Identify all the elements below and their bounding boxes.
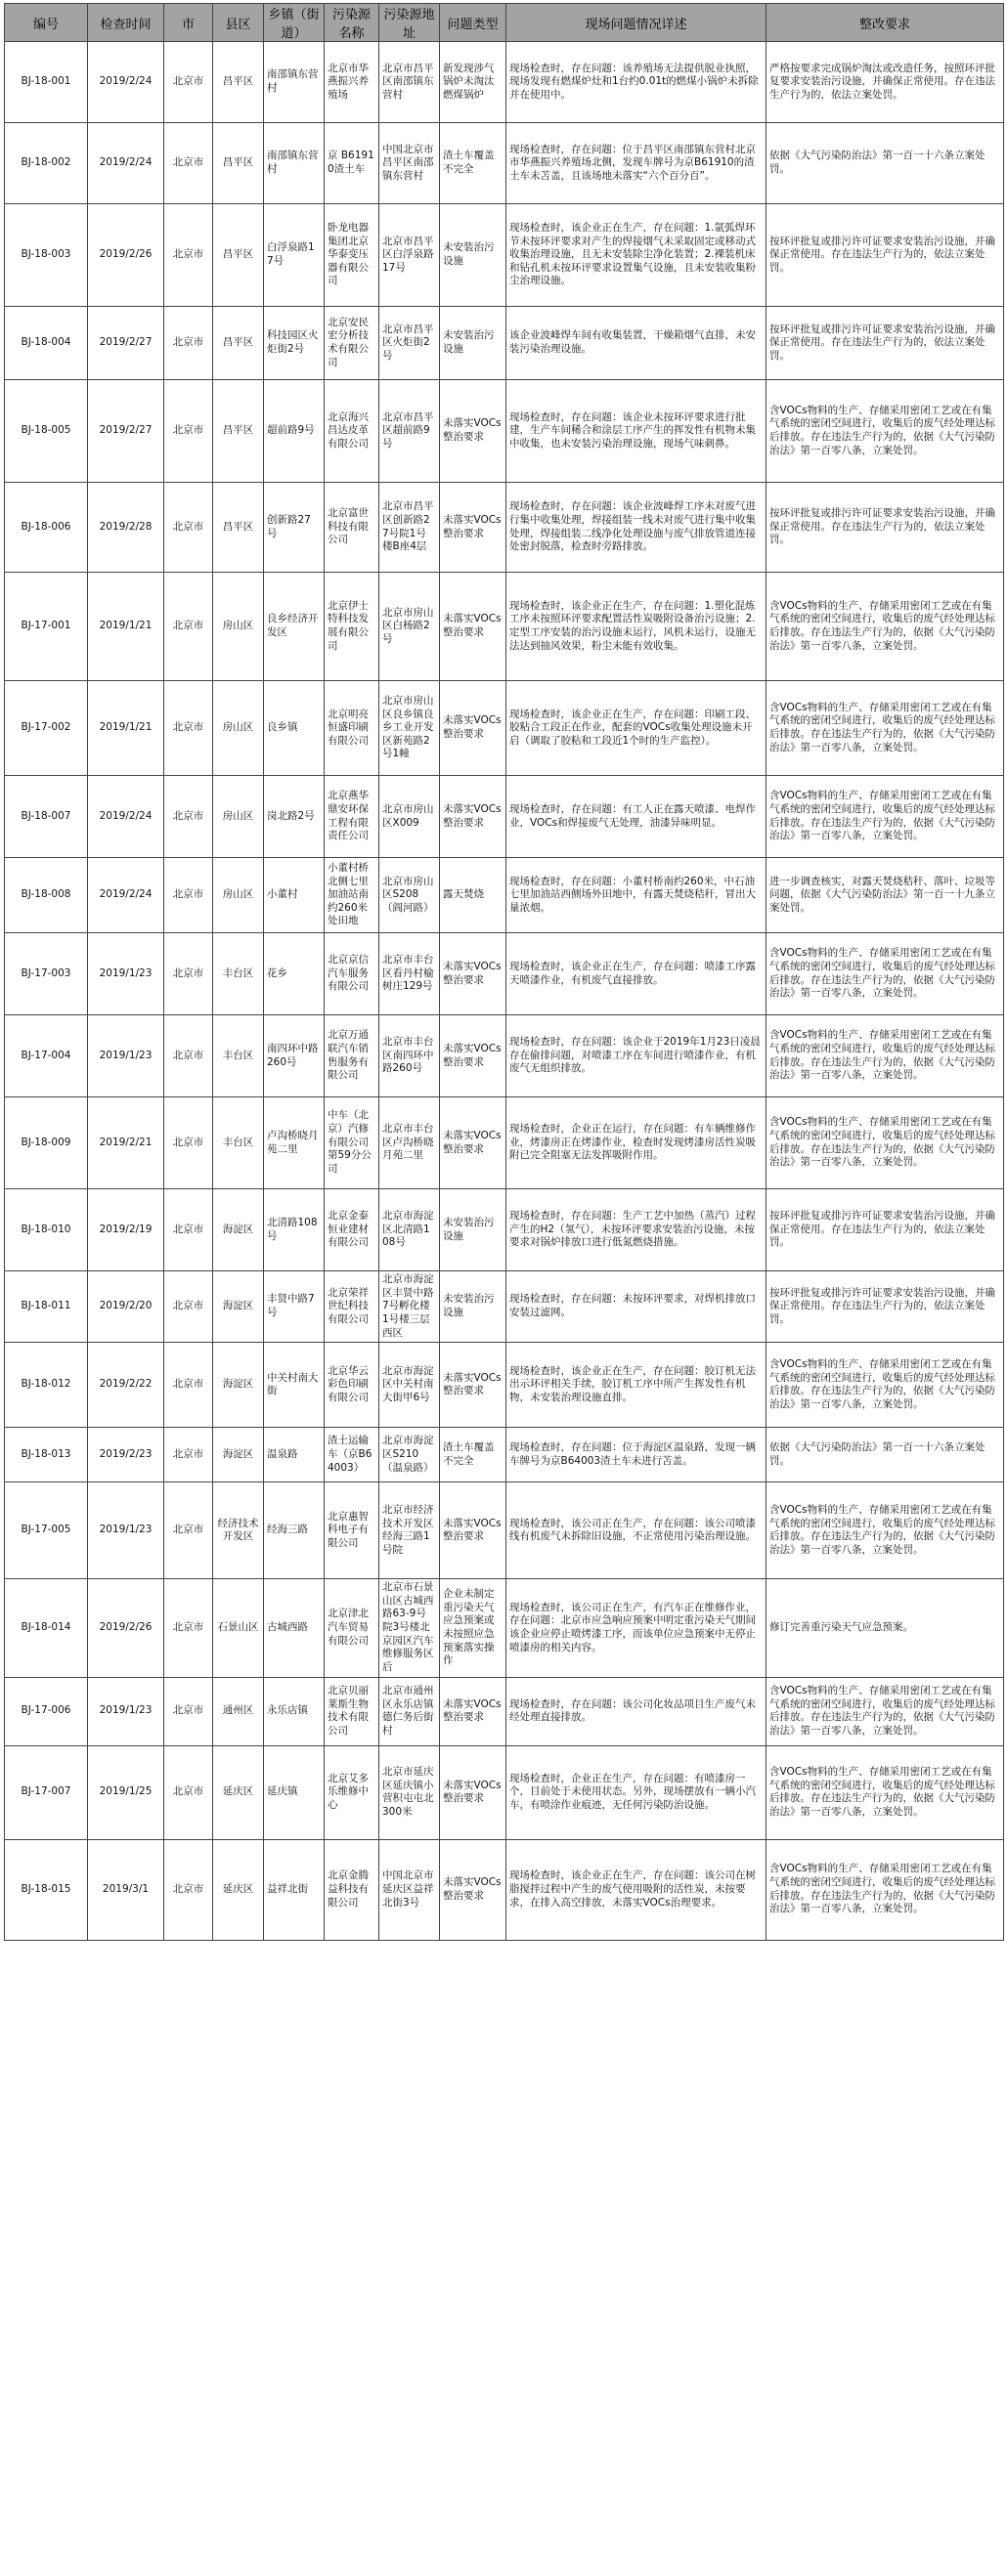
row-city: 北京市 <box>164 1015 213 1097</box>
row-address: 北京市房山区X009 <box>379 776 440 858</box>
row-date: 2019/2/26 <box>88 204 164 307</box>
row-date: 2019/2/22 <box>88 1343 164 1428</box>
row-date: 2019/1/23 <box>88 1482 164 1579</box>
row-source: 北京富世科技有限公司 <box>325 483 379 573</box>
table-row <box>5 681 1004 776</box>
row-address: 中国北京市延庆区益祥北街3号 <box>379 1839 440 1940</box>
row-detail: 现场检查时，企业正在生产，存在问题：有喷漆房一个，目前处于未使用状态。另外，现场摆放有一辆小汽车，有喷涂作业痕迹，无任何污染防治设施。 <box>506 1745 766 1839</box>
row-type: 未安装治污设施 <box>440 307 506 380</box>
row-type: 未落实VOCs整治要求 <box>440 1097 506 1189</box>
row-id: BJ-18-003 <box>5 204 88 307</box>
row-date: 2019/2/24 <box>88 858 164 933</box>
row-requirement: 含VOCs物料的生产、存储采用密闭工艺或在有集气系统的密闭空间进行，收集后的废气经处理达标后排放。存在违法生产行为的，依据《大气污染防治法》第一百零八条，立案处罚。 <box>766 1482 1004 1579</box>
row-source: 北京京信汽车服务有限公司 <box>325 933 379 1015</box>
row-detail: 现场检查时，存在问题：有工人正在露天喷漆、电焊作业，VOCs和焊接废气无处理，油漆异味明显。 <box>506 776 766 858</box>
row-address: 北京市昌平区白浮泉路17号 <box>379 204 440 307</box>
row-city: 北京市 <box>164 380 213 483</box>
row-id: BJ-17-003 <box>5 933 88 1015</box>
row-date: 2019/2/21 <box>88 1097 164 1189</box>
row-town: 小董村 <box>264 858 325 933</box>
row-requirement: 依据《大气污染防治法》第一百一十六条立案处罚。 <box>766 1428 1004 1482</box>
row-date: 2019/3/1 <box>88 1839 164 1940</box>
table-row <box>5 1677 1004 1745</box>
row-source: 北京艾多乐维修中心 <box>325 1745 379 1839</box>
row-requirement: 含VOCs物料的生产、存储采用密闭工艺或在有集气系统的密闭空间进行，收集后的废气经处理达标后排放。存在违法生产行为的，依据《大气污染防治法》第一百零八条，立案处罚。 <box>766 1015 1004 1097</box>
table-row <box>5 204 1004 307</box>
row-city: 北京市 <box>164 1745 213 1839</box>
row-detail: 现场检查时，存在问题：未按环评要求，对焊机排放口安装过滤网。 <box>506 1271 766 1343</box>
row-source: 中车（北京）汽修有限公司第59分公司 <box>325 1097 379 1189</box>
row-town: 经海三路 <box>264 1482 325 1579</box>
row-source: 北京海兴昌达皮革有限公司 <box>325 380 379 483</box>
row-address: 北京市海淀区S210（温泉路） <box>379 1428 440 1482</box>
row-town: 古城西路 <box>264 1579 325 1677</box>
row-id: BJ-18-005 <box>5 380 88 483</box>
row-address: 北京市延庆区延庆镇小营积屯屯北300米 <box>379 1745 440 1839</box>
row-type: 未安装治污设施 <box>440 1271 506 1343</box>
row-town: 温泉路 <box>264 1428 325 1482</box>
row-city: 北京市 <box>164 1343 213 1428</box>
table-row <box>5 933 1004 1015</box>
row-city: 北京市 <box>164 1579 213 1677</box>
row-source: 北京金腾益科技有限公司 <box>325 1839 379 1940</box>
row-detail: 现场检查时，存在问题：该企业波峰焊工序未对废气进行集中收集处理，焊接组装一线未对废气进行集中收集处理，焊接组装二线净化处理设施与废气排放管道连接处密封脱落，检查时旁路排放。 <box>506 483 766 573</box>
row-requirement: 含VOCs物料的生产、存储采用密闭工艺或在有集气系统的密闭空间进行，收集后的废气经处理达标后排放。存在违法生产行为的，依据《大气污染防治法》第一百零八条，立案处罚。 <box>766 573 1004 681</box>
row-district: 昌平区 <box>213 307 264 380</box>
row-date: 2019/1/21 <box>88 573 164 681</box>
table-row <box>5 483 1004 573</box>
row-type: 未落实VOCs整治要求 <box>440 483 506 573</box>
row-source: 北京惠智科电子有限公司 <box>325 1482 379 1579</box>
row-town: 中关村南大街 <box>264 1343 325 1428</box>
row-address: 北京市房山区白杨路2号 <box>379 573 440 681</box>
row-detail: 现场检查时，该企业正在生产，存在问题：胶订机无法出示环评相关手续，胶订机工序中所产生挥发性有机物，未安装治理设施直排。 <box>506 1343 766 1428</box>
row-requirement: 按环评批复或排污许可证要求安装治污设施，并确保正常使用。存在违法生产行为的，依法立案处罚。 <box>766 1189 1004 1271</box>
column-header: 县区 <box>213 4 264 42</box>
row-id: BJ-18-008 <box>5 858 88 933</box>
row-detail: 该企业波峰焊车间有收集装置，干燥箱烟气直排，未安装污染治理设施。 <box>506 307 766 380</box>
table-row <box>5 1015 1004 1097</box>
row-id: BJ-17-005 <box>5 1482 88 1579</box>
row-address: 北京市昌平区创新路27号院1号楼B座4层 <box>379 483 440 573</box>
header-row <box>5 4 1004 42</box>
row-source: 北京燕华鼎安环保工程有限责任公司 <box>325 776 379 858</box>
row-source: 北京金泰恒业建材有限公司 <box>325 1189 379 1271</box>
row-city: 北京市 <box>164 681 213 776</box>
row-town: 延庆镇 <box>264 1745 325 1839</box>
row-district: 房山区 <box>213 573 264 681</box>
row-date: 2019/2/24 <box>88 42 164 123</box>
row-type: 未安装治污设施 <box>440 204 506 307</box>
row-date: 2019/2/28 <box>88 483 164 573</box>
row-type: 未落实VOCs整治要求 <box>440 573 506 681</box>
table-row <box>5 1189 1004 1271</box>
row-city: 北京市 <box>164 1271 213 1343</box>
row-detail: 现场检查时，存在问题：小董村桥南约260米，中石油七里加油站西侧场外田地中，有露天焚烧秸秆，冒出大量浓烟。 <box>506 858 766 933</box>
column-header: 检查时间 <box>88 4 164 42</box>
row-address: 北京市石景山区古城西路63-9号院3号楼北京园区汽车维修服务区后 <box>379 1579 440 1677</box>
row-address: 北京市经济技术开发区经海三路1号院 <box>379 1482 440 1579</box>
row-city: 北京市 <box>164 858 213 933</box>
inspection-table-page <box>4 3 1003 2570</box>
table-row <box>5 1343 1004 1428</box>
row-city: 北京市 <box>164 123 213 204</box>
row-id: BJ-17-002 <box>5 681 88 776</box>
row-type: 未落实VOCs整治要求 <box>440 933 506 1015</box>
table-row <box>5 858 1004 933</box>
row-district: 延庆区 <box>213 1839 264 1940</box>
row-source: 北京市华燕振兴养殖场 <box>325 42 379 123</box>
row-date: 2019/2/24 <box>88 123 164 204</box>
row-source: 北京华云彩色印刷有限公司 <box>325 1343 379 1428</box>
row-town: 卢沟桥晓月苑二里 <box>264 1097 325 1189</box>
row-detail: 现场检查时，存在问题：位于昌平区南邵镇东营村北京市华燕振兴养殖场北侧，发现车牌号为京B61910的渣土车未苫盖，且该场地未落实“六个百分百”。 <box>506 123 766 204</box>
row-detail: 现场检查时，存在问题：该养殖场无法提供脱业执照，现场发现有燃煤炉灶和1台约0.01t的燃煤小锅炉未拆除并在使用中。 <box>506 42 766 123</box>
row-detail: 现场检查时，该公司正在生产，有汽车正在维修作业，存在问题：北京市应急响应预案中明定重污染天气期间该企业应停止喷烤漆工序，而该单位应急预案中无停止喷漆房的相关内容。 <box>506 1579 766 1677</box>
row-address: 北京市昌平区火炬街2号 <box>379 307 440 380</box>
row-type: 企业未制定重污染天气应急预案或未按照应急预案落实操作 <box>440 1579 506 1677</box>
row-town: 创新路27号 <box>264 483 325 573</box>
row-requirement: 按环评批复或排污许可证要求安装治污设施，并确保正常使用。存在违法生产行为的，依法立案处罚。 <box>766 1271 1004 1343</box>
row-town: 益祥北街 <box>264 1839 325 1940</box>
row-district: 丰台区 <box>213 933 264 1015</box>
row-detail: 现场检查时，存在问题：该企业未按环评要求进行批建，生产车间稀合和涂层工序产生的挥发性有机物未集中收集，也未安装污染治理设施，现场气味刺鼻。 <box>506 380 766 483</box>
row-requirement: 含VOCs物料的生产、存储采用密闭工艺或在有集气系统的密闭空间进行，收集后的废气经处理达标后排放。存在违法生产行为的，依据《大气污染防治法》第一百零八条，立案处罚。 <box>766 1839 1004 1940</box>
row-source: 北京万通联汽车销售服务有限公司 <box>325 1015 379 1097</box>
row-city: 北京市 <box>164 933 213 1015</box>
row-source: 渣土运输车（京B64003） <box>325 1428 379 1482</box>
table-row <box>5 1839 1004 1940</box>
row-date: 2019/1/23 <box>88 933 164 1015</box>
row-district: 通州区 <box>213 1677 264 1745</box>
row-date: 2019/2/26 <box>88 1579 164 1677</box>
row-address: 北京市通州区永乐店镇德仁务后街村 <box>379 1677 440 1745</box>
row-id: BJ-18-015 <box>5 1839 88 1940</box>
row-district: 昌平区 <box>213 204 264 307</box>
table-row <box>5 380 1004 483</box>
row-id: BJ-18-011 <box>5 1271 88 1343</box>
row-district: 房山区 <box>213 776 264 858</box>
row-town: 北清路108号 <box>264 1189 325 1271</box>
row-type: 未落实VOCs整治要求 <box>440 1015 506 1097</box>
row-detail: 现场检查时，该企业正在生产，存在问题：该公司在树脂搅拌过程中产生的废气使用吸附的活性炭，未按要求，在排入高空排放，未落实VOCs治理要求。 <box>506 1839 766 1940</box>
row-town: 南邵镇东营村 <box>264 123 325 204</box>
row-requirement: 含VOCs物料的生产、存储采用密闭工艺或在有集气系统的密闭空间进行，收集后的废气经处理达标后排放。存在违法生产行为的，依据《大气污染防治法》第一百零八条，立案处罚。 <box>766 1343 1004 1428</box>
row-id: BJ-18-012 <box>5 1343 88 1428</box>
row-id: BJ-18-006 <box>5 483 88 573</box>
row-source: 北京荣祥世纪科技有限公司 <box>325 1271 379 1343</box>
row-source: 北京津北汽车贸易有限公司 <box>325 1579 379 1677</box>
row-address: 北京市昌平区南邵镇东营村 <box>379 42 440 123</box>
row-address: 中国北京市昌平区南邵镇东营村 <box>379 123 440 204</box>
row-id: BJ-18-010 <box>5 1189 88 1271</box>
table-row <box>5 1482 1004 1579</box>
row-district: 房山区 <box>213 858 264 933</box>
row-city: 北京市 <box>164 307 213 380</box>
row-id: BJ-17-001 <box>5 573 88 681</box>
row-address: 北京市丰台区看丹村榆树庄129号 <box>379 933 440 1015</box>
row-id: BJ-17-006 <box>5 1677 88 1745</box>
column-header: 污染源地址 <box>379 4 440 42</box>
row-requirement: 按环评批复或排污许可证要求安装治污设施，并确保正常使用。存在违法生产行为的，依法立案处罚。 <box>766 307 1004 380</box>
row-requirement: 按环评批复或排污许可证要求安装治污设施，并确保正常使用。存在违法生产行为的，依法立案处罚。 <box>766 204 1004 307</box>
row-address: 北京市房山区良乡镇良乡工业开发区新苑路2号1幢 <box>379 681 440 776</box>
row-district: 昌平区 <box>213 380 264 483</box>
row-type: 未落实VOCs整治要求 <box>440 1677 506 1745</box>
row-detail: 现场检查时，存在问题：生产工艺中加热（蒸汽）过程产生的H2（氢气），未按环评要求安装治污设施，未按要求对锅炉排放口进行低氮燃烧措施。 <box>506 1189 766 1271</box>
row-date: 2019/2/19 <box>88 1189 164 1271</box>
row-city: 北京市 <box>164 483 213 573</box>
row-detail: 现场检查时，存在问题：该企业于2019年1月23日凌晨存在偷排问题，对喷漆工序在车间进行喷漆作业，有机废气无组织排放。 <box>506 1015 766 1097</box>
row-type: 未落实VOCs整治要求 <box>440 681 506 776</box>
column-header: 整改要求 <box>766 4 1004 42</box>
row-id: BJ-18-014 <box>5 1579 88 1677</box>
row-type: 未落实VOCs整治要求 <box>440 776 506 858</box>
row-detail: 现场检查时，企业正在运行，存在问题：有车辆维修作业，烤漆房正在烤漆作业，检查时发现烤漆房活性炭吸附已完全阻塞无法发挥吸附作用。 <box>506 1097 766 1189</box>
table-row <box>5 1428 1004 1482</box>
row-date: 2019/1/23 <box>88 1677 164 1745</box>
row-city: 北京市 <box>164 42 213 123</box>
row-type: 新发现涉气锅炉未淘汰燃煤锅炉 <box>440 42 506 123</box>
row-type: 未落实VOCs整治要求 <box>440 1839 506 1940</box>
row-town: 南邵镇东营村 <box>264 42 325 123</box>
row-address: 北京市昌平区超前路9号 <box>379 380 440 483</box>
row-requirement: 含VOCs物料的生产、存储采用密闭工艺或在有集气系统的密闭空间进行，收集后的废气经处理达标后排放。存在违法生产行为的，依据《大气污染防治法》第一百零八条，立案处罚。 <box>766 1677 1004 1745</box>
row-source: 北京伊士特科技发展有限公司 <box>325 573 379 681</box>
row-district: 海淀区 <box>213 1343 264 1428</box>
row-id: BJ-17-004 <box>5 1015 88 1097</box>
row-address: 北京市海淀区丰贤中路7号孵化楼1号楼三层西区 <box>379 1271 440 1343</box>
row-date: 2019/2/27 <box>88 307 164 380</box>
column-header: 乡镇（街道） <box>264 4 325 42</box>
row-city: 北京市 <box>164 573 213 681</box>
inspection-table <box>4 3 1004 1941</box>
table-row <box>5 307 1004 380</box>
row-id: BJ-18-001 <box>5 42 88 123</box>
row-id: BJ-18-002 <box>5 123 88 204</box>
row-date: 2019/1/23 <box>88 1015 164 1097</box>
row-detail: 现场检查时，该公司正在生产，存在问题：该公司喷漆线有机废气未拆除旧设施，不正常使用污染治理设施。 <box>506 1482 766 1579</box>
row-requirement: 含VOCs物料的生产、存储采用密闭工艺或在有集气系统的密闭空间进行，收集后的废气经处理达标后排放。存在违法生产行为的，依据《大气污染防治法》第一百零八条，立案处罚。 <box>766 776 1004 858</box>
row-address: 北京市丰台区南四环中路260号 <box>379 1015 440 1097</box>
row-type: 未落实VOCs整治要求 <box>440 1482 506 1579</box>
row-requirement: 严格按要求完成锅炉淘汰或改造任务，按照环评批复要求安装治污设施，并确保正常使用。存在违法生产行为的，依法立案处罚。 <box>766 42 1004 123</box>
row-date: 2019/2/24 <box>88 776 164 858</box>
row-detail: 现场检查时，存在问题：位于海淀区温泉路，发现一辆车牌号为京B64003渣土车未进行苫盖。 <box>506 1428 766 1482</box>
row-district: 海淀区 <box>213 1189 264 1271</box>
row-detail: 现场检查时，该企业正在生产，存在问题：印刷工段、胶粘合工段正在作业，配套的VOCs收集处理设施未开启（调取了胶粘和工段近1个时的生产监控）。 <box>506 681 766 776</box>
row-id: BJ-18-009 <box>5 1097 88 1189</box>
row-address: 北京市海淀区北清路108号 <box>379 1189 440 1271</box>
row-address: 北京市房山区S208（阎河路） <box>379 858 440 933</box>
row-date: 2019/1/21 <box>88 681 164 776</box>
row-source: 北京贝丽莱斯生物技术有限公司 <box>325 1677 379 1745</box>
row-requirement: 进一步调查核实，对露天焚烧秸秆、落叶、垃圾等问题，依据《大气污染防治法》第一百一十九条立案处罚。 <box>766 858 1004 933</box>
column-header: 市 <box>164 4 213 42</box>
row-city: 北京市 <box>164 1482 213 1579</box>
row-id: BJ-18-004 <box>5 307 88 380</box>
row-id: BJ-18-013 <box>5 1428 88 1482</box>
row-source: 北京安民宏分析技术有限公司 <box>325 307 379 380</box>
row-district: 石景山区 <box>213 1579 264 1677</box>
row-town: 科技园区火炬街2号 <box>264 307 325 380</box>
row-detail: 现场检查时，存在问题：该公司化妆品项目生产废气未经处理直接排放。 <box>506 1677 766 1745</box>
row-requirement: 含VOCs物料的生产、存储采用密闭工艺或在有集气系统的密闭空间进行，收集后的废气经处理达标后排放。存在违法生产行为的，依据《大气污染防治法》第一百零八条，立案处罚。 <box>766 1745 1004 1839</box>
table-row <box>5 123 1004 204</box>
row-requirement: 含VOCs物料的生产、存储采用密闭工艺或在有集气系统的密闭空间进行，收集后的废气经处理达标后排放。存在违法生产行为的，依据《大气污染防治法》第一百零八条，立案处罚。 <box>766 681 1004 776</box>
row-district: 经济技术开发区 <box>213 1482 264 1579</box>
table-body <box>5 42 1004 1941</box>
table-row <box>5 42 1004 123</box>
row-town: 超前路9号 <box>264 380 325 483</box>
row-date: 2019/2/20 <box>88 1271 164 1343</box>
row-requirement: 含VOCs物料的生产、存储采用密闭工艺或在有集气系统的密闭空间进行，收集后的废气经处理达标后排放。存在违法生产行为的，依据《大气污染防治法》第一百零八条，立案处罚。 <box>766 933 1004 1015</box>
row-date: 2019/1/25 <box>88 1745 164 1839</box>
table-row <box>5 776 1004 858</box>
row-requirement: 按环评批复或排污许可证要求安装治污设施，并确保正常使用。存在违法生产行为的，依法立案处罚。 <box>766 483 1004 573</box>
row-detail: 现场检查时，该企业正在生产，存在问题：1.氩弧焊环节未按环评要求对产生的焊接烟气未采取固定或移动式收集治理设施，且无未安装除尘净化装置；2.裸装机床和钻孔机未按环评要求设置集气设施，且未安装收集粉尘治理设施。 <box>506 204 766 307</box>
row-city: 北京市 <box>164 204 213 307</box>
row-type: 未落实VOCs整治要求 <box>440 380 506 483</box>
row-type: 未落实VOCs整治要求 <box>440 1343 506 1428</box>
row-city: 北京市 <box>164 1189 213 1271</box>
row-town: 丰贤中路7号 <box>264 1271 325 1343</box>
row-district: 昌平区 <box>213 483 264 573</box>
table-header <box>5 4 1004 42</box>
row-address: 北京市丰台区卢沟桥晓月苑二里 <box>379 1097 440 1189</box>
row-requirement: 修订完善重污染天气应急预案。 <box>766 1579 1004 1677</box>
row-type: 渣土车覆盖不完全 <box>440 123 506 204</box>
row-city: 北京市 <box>164 776 213 858</box>
column-header: 现场问题情况详述 <box>506 4 766 42</box>
row-district: 房山区 <box>213 681 264 776</box>
row-district: 延庆区 <box>213 1745 264 1839</box>
row-city: 北京市 <box>164 1839 213 1940</box>
column-header: 编号 <box>5 4 88 42</box>
row-city: 北京市 <box>164 1097 213 1189</box>
row-district: 昌平区 <box>213 42 264 123</box>
column-header: 问题类型 <box>440 4 506 42</box>
row-source: 京 B61910渣土车 <box>325 123 379 204</box>
row-city: 北京市 <box>164 1677 213 1745</box>
row-city: 北京市 <box>164 1428 213 1482</box>
row-town: 花乡 <box>264 933 325 1015</box>
row-type: 未落实VOCs整治要求 <box>440 1745 506 1839</box>
row-date: 2019/2/23 <box>88 1428 164 1482</box>
row-type: 露天焚烧 <box>440 858 506 933</box>
row-requirement: 含VOCs物料的生产、存储采用密闭工艺或在有集气系统的密闭空间进行，收集后的废气经处理达标后排放。存在违法生产行为的，依据《大气污染防治法》第一百零八条，立案处罚。 <box>766 1097 1004 1189</box>
row-district: 昌平区 <box>213 123 264 204</box>
row-town: 良乡经济开发区 <box>264 573 325 681</box>
row-id: BJ-17-007 <box>5 1745 88 1839</box>
column-header: 污染源名称 <box>325 4 379 42</box>
row-district: 海淀区 <box>213 1271 264 1343</box>
row-date: 2019/2/27 <box>88 380 164 483</box>
row-town: 永乐店镇 <box>264 1677 325 1745</box>
row-detail: 现场检查时，该企业正在生产，存在问题：1.塑化混炼工序未按照环评要求配置活性炭吸附设备治污设施；2.定型工序安装的治污设施未运行，风机未运行，设施无法达到抽风效果，粉尘未能有效收集。 <box>506 573 766 681</box>
row-district: 丰台区 <box>213 1015 264 1097</box>
row-type: 未安装治污设施 <box>440 1189 506 1271</box>
row-source: 小董村桥北侧七里加油站南约260米处田地 <box>325 858 379 933</box>
row-district: 海淀区 <box>213 1428 264 1482</box>
table-row <box>5 1271 1004 1343</box>
row-source: 卧龙电器集团北京华泰变压器有限公司 <box>325 204 379 307</box>
row-town: 南四环中路260号 <box>264 1015 325 1097</box>
row-detail: 现场检查时，该企业正在生产，存在问题：喷漆工序露天喷漆作业，有机废气直接排放。 <box>506 933 766 1015</box>
table-row <box>5 1097 1004 1189</box>
row-town: 白浮泉路17号 <box>264 204 325 307</box>
row-type: 渣土车覆盖不完全 <box>440 1428 506 1482</box>
row-address: 北京市海淀区中关村南大街甲6号 <box>379 1343 440 1428</box>
table-row <box>5 573 1004 681</box>
row-id: BJ-18-007 <box>5 776 88 858</box>
row-source: 北京明亮恒盛印刷有限公司 <box>325 681 379 776</box>
table-row <box>5 1579 1004 1677</box>
row-requirement: 依据《大气污染防治法》第一百一十六条立案处罚。 <box>766 123 1004 204</box>
row-requirement: 含VOCs物料的生产、存储采用密闭工艺或在有集气系统的密闭空间进行，收集后的废气经处理达标后排放。存在违法生产行为的，依据《大气污染防治法》第一百零八条，立案处罚。 <box>766 380 1004 483</box>
table-row <box>5 1745 1004 1839</box>
row-town: 良乡镇 <box>264 681 325 776</box>
row-district: 丰台区 <box>213 1097 264 1189</box>
row-town: 岗北路2号 <box>264 776 325 858</box>
